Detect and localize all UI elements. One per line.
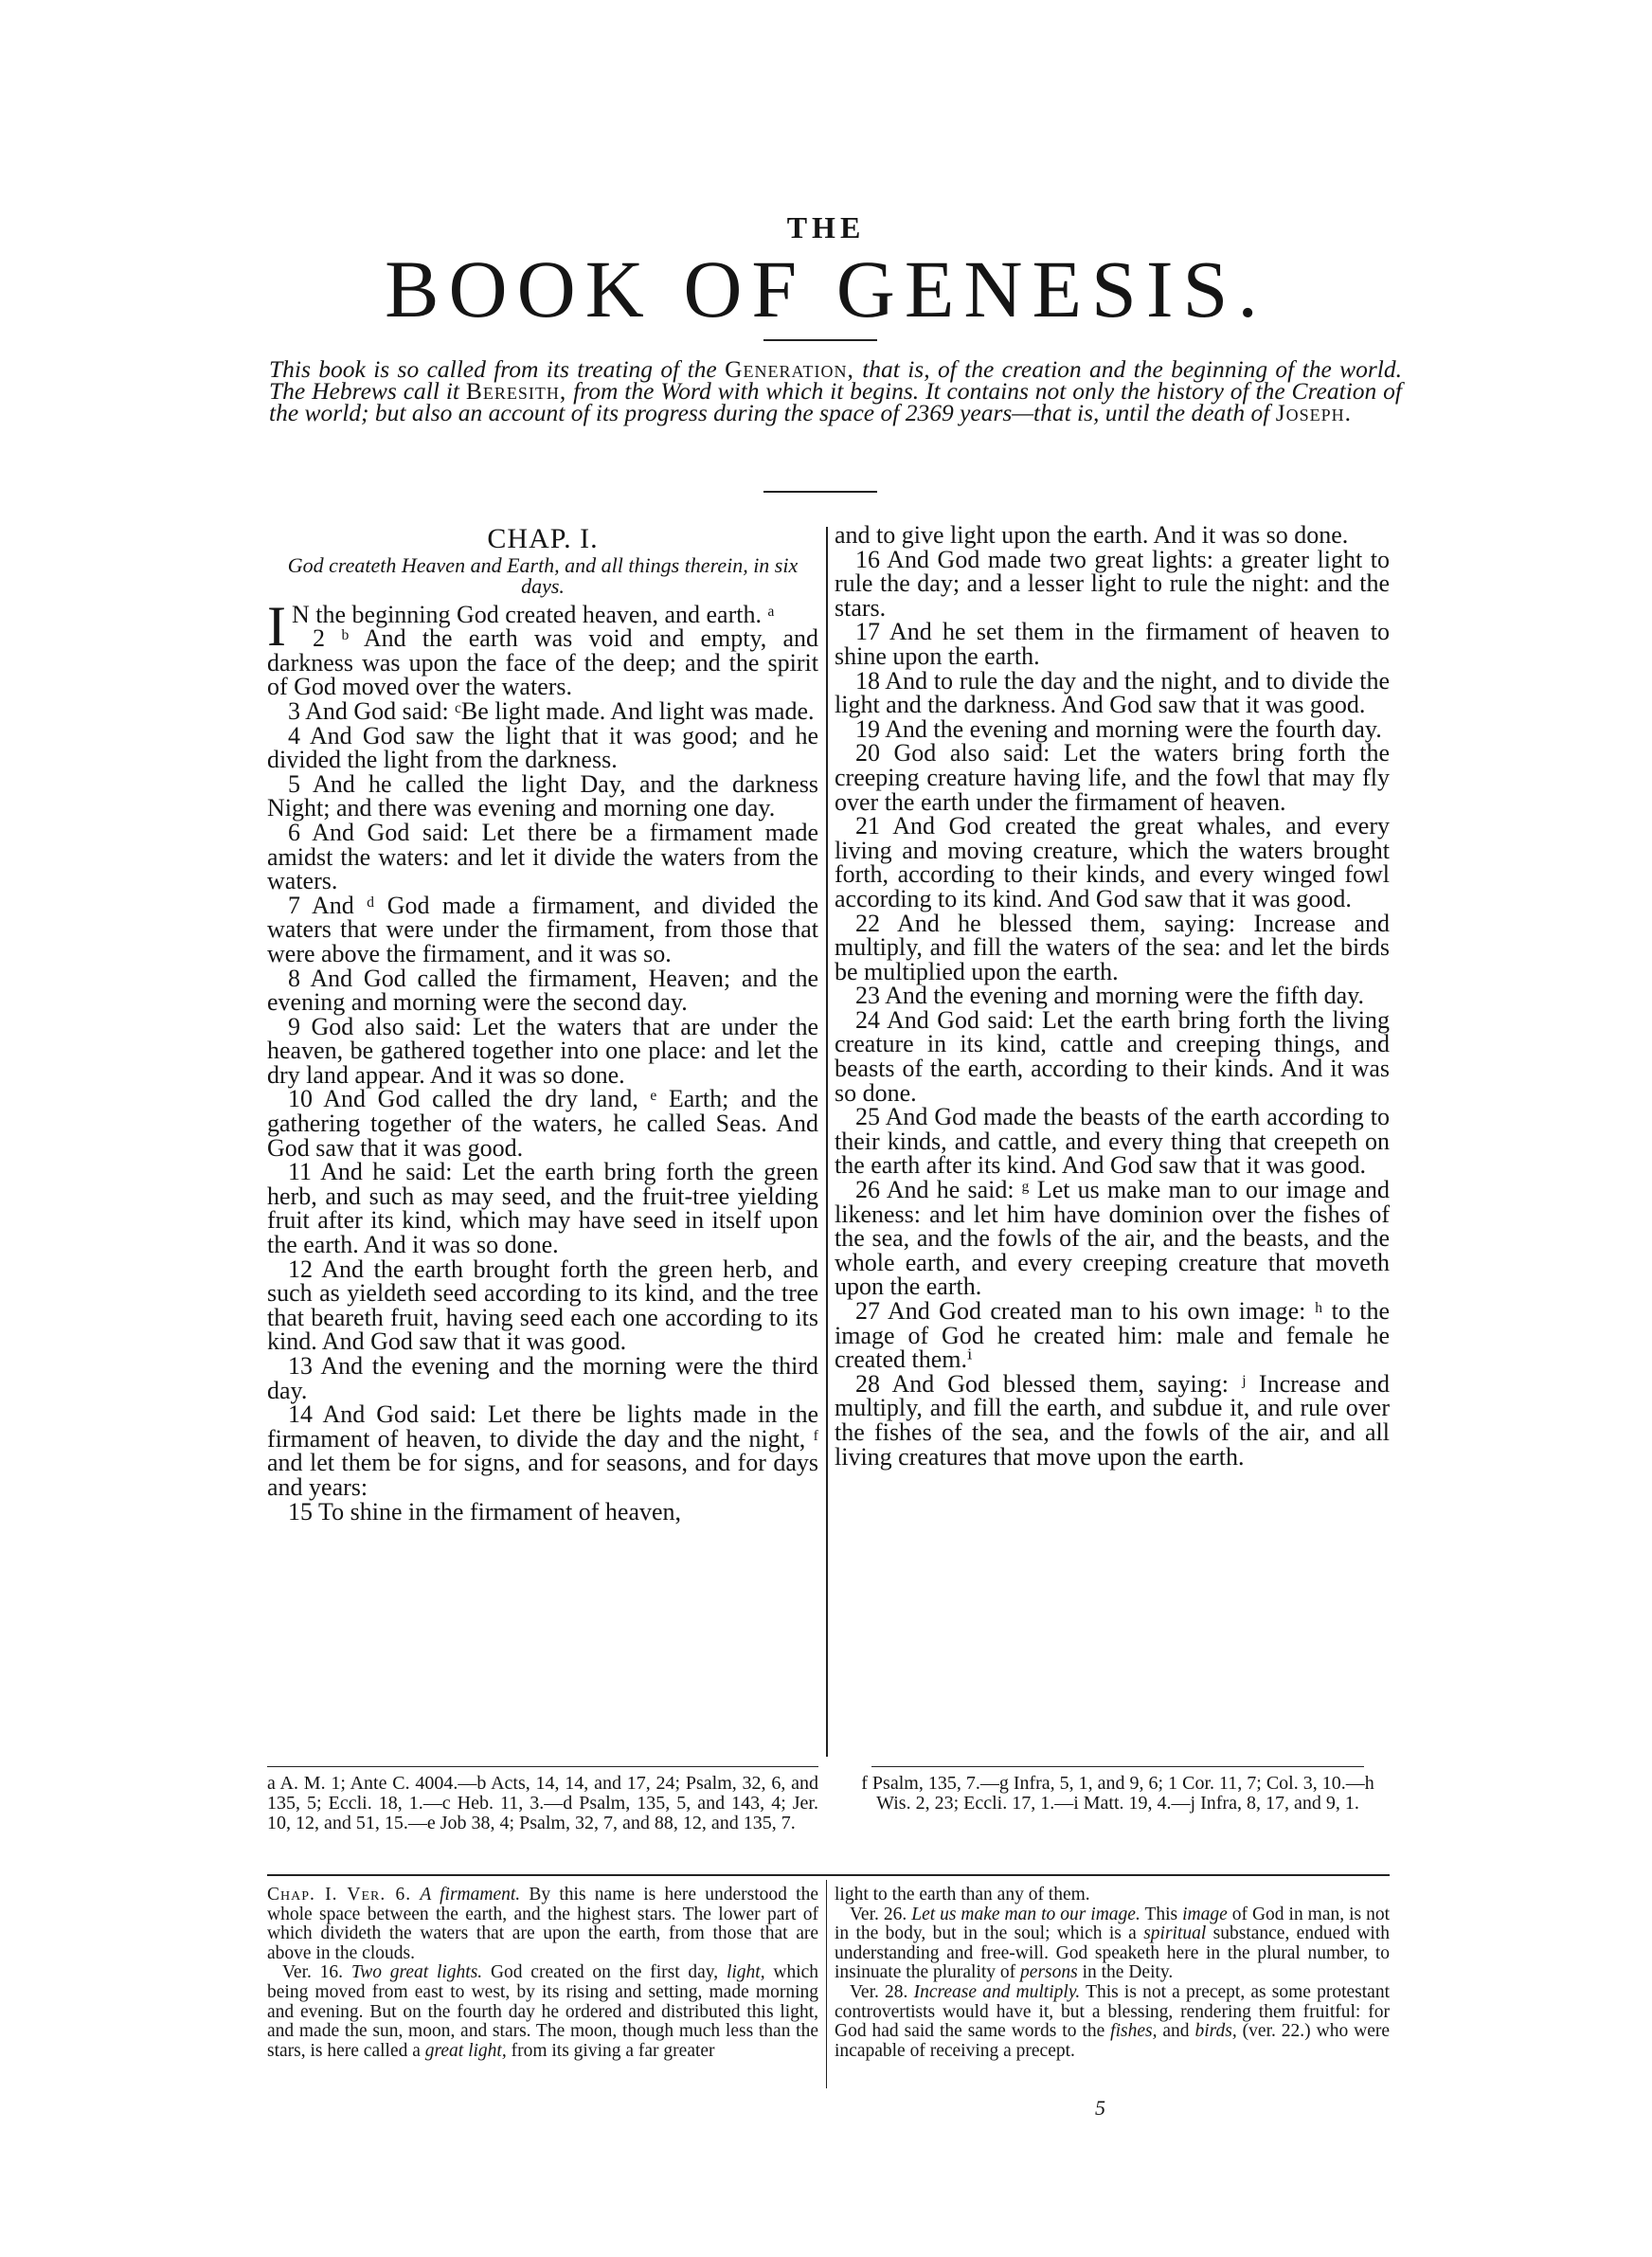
note-ver-16: Ver. 16. Two great lights. God created on the first day, light, which being moved from east to west, by its rising and setting, made morning and evening. But on the fourth day he ordered and distributed this light, and made the sun, moon, and stars. The moon, though much less than the stars, is here called a great light, from its giving a far greater (267, 1962, 819, 2061)
verse: 7 And ᵈ God made a firmament, and divided the waters that were under the firmament, from those that were above the firmament, and it was so. (267, 891, 818, 967)
verse: 18 And to rule the day and the night, and to divide the light and the darkness. And God saw that it was good. (835, 666, 1390, 719)
chapter-heading: CHAP. I. (487, 523, 599, 554)
pre-title: THE (786, 210, 866, 244)
verse: 9 God also said: Let the waters that are under the heaven, be gathered together into one place: and let the dry land appear. And it was so done. (267, 1012, 818, 1089)
title-rule (763, 339, 877, 341)
verse: 16 And God made two great lights: a greater light to rule the day; and a lesser light to rule the night: and the stars. (835, 545, 1390, 622)
verse: 24 And God said: Let the earth bring forth the living creature in its kind, cattle and creeping things, and beasts of the earth, according to their kinds. And it was so done. (835, 1005, 1390, 1107)
joseph-word: Joseph. (1275, 399, 1353, 426)
text-column-left (267, 523, 818, 1524)
verse: 5 And he called the light Day, and the darkness Night; and there was evening and morning one day. (267, 769, 818, 822)
verse: 17 And he set them in the firmament of heaven to shine upon the earth. (835, 618, 1390, 670)
verse: 23 And the evening and morning were the fifth day. (855, 982, 1364, 1010)
verse: 22 And he blessed them, saying: Increase and multiply, and fill the waters of the sea: and let the birds be multiplied upon the earth. (835, 909, 1390, 985)
book-title: BOOK OF GENESIS. (385, 244, 1267, 334)
book-introduction: This book is so called from its treating of the Generation, that is, of the creation and the beginning of the world. The Hebrews call it Beresith, from the Word with which it begins. It contains not only the history of the Creation of the world; but also an account of its progress during the space of 2369 years—that is, until the death of Joseph. (269, 355, 1403, 426)
footnote-rule-right (871, 1766, 1364, 1767)
verse: 11 And he said: Let the earth bring forth the green herb, and such as may seed, and the fruit-tree yielding fruit after its kind, which may have seed in itself upon the earth. And it was so done. (267, 1158, 818, 1259)
column-divider (826, 527, 828, 1757)
verse: and to give light upon the earth. And it was so done. (835, 521, 1349, 549)
commentary-left (267, 1886, 818, 2061)
commentary-right (835, 1886, 1390, 2061)
verse: 27 And God created man to his own image: ʰ to the image of God he created him: male and female he created them.ⁱ (835, 1297, 1390, 1374)
verse: 19 And the evening and morning were the fourth day. (855, 714, 1382, 743)
verse: 8 And God called the firmament, Heaven; and the evening and morning were the second day. (267, 964, 818, 1017)
verse: 10 And God called the dry land, ᵉ Earth; and the gathering together of the waters, he called Seas. And God saw that it was good. (267, 1085, 818, 1162)
intro-rule (763, 491, 877, 493)
verse: 28 And God blessed them, saying: ʲ Increase and multiply, and fill the earth, and subdue it, and rule over the fishes of the sea, and the fowls of the air, and all living creatures that move upon the earth. (835, 1369, 1390, 1471)
footnote-rule-left (267, 1766, 818, 1767)
text-column-right (835, 523, 1390, 1469)
verse: 15 To shine in the firmament of heaven, (288, 1497, 682, 1526)
note-ver-28: Ver. 28. Increase and multiply. This is not a precept, as some protestant controvertists would have it, but a blessing, rendering them fruitful: for God had said the same words to the fishes, and birds, (ver. 22.) who were incapable of receiving a precept. (835, 1981, 1391, 2061)
verse: 26 And he said: ᵍ Let us make man to our image and likeness: and let him have dominion over the fishes of the sea, and the fowls of the air, and the beasts, and the whole earth, and every creeping creature that moveth upon the earth. (835, 1176, 1390, 1301)
verse: 4 And God saw the light that it was good; and he divided the light from the darkness. (267, 721, 818, 774)
note-ver-6: Chap. I. Ver. 6. A firmament. By this name is here understood the whole space between the earth, and the highest stars. The lower part of which divideth the waters that are upon the earth, from those that are above in the clouds. (267, 1885, 818, 1963)
verse: 20 God also said: Let the waters bring forth the creeping creature having life, and the fowl that may fly over the earth under the firmament of heaven. (835, 739, 1390, 816)
verse: 3 And God said: ᶜBe light made. And light was made. (288, 696, 815, 725)
note-continued: light to the earth than any of them. (835, 1885, 1090, 1905)
page-number: 5 (1095, 2096, 1105, 2120)
verse-1: I N the beginning God created heaven, and earth. ᵃ (267, 594, 775, 658)
verse: 25 And God made the beasts of the earth according to their kinds, and cattle, and every thing that creepeth on the earth after its kind. And God saw that it was good. (835, 1103, 1390, 1180)
verse: 6 And God said: Let there be a firmament made amidst the waters: and let it divide the waters from the waters. (267, 818, 818, 895)
notes-rule (267, 1874, 1390, 1876)
drop-cap: I (267, 594, 286, 658)
cross-references-left: a A. M. 1; Ante C. 4004.—b Acts, 14, 14, and 17, 24; Psalm, 32, 6, and 135, 5; Eccli. 18, 1.—c Heb. 11, 3.—d Psalm, 135, 5, and 143, 4; Jer. 10, 12, and 51, 15.—e Job 38, 4; Psalm, 32, 7, and 88, 12, and 135, 7. (267, 1773, 818, 1833)
beresith-word: Beresith, (465, 377, 567, 405)
notes-divider (826, 1880, 827, 2088)
verse: 2 ᵇ And the earth was void and empty, and darkness was upon the face of the deep; and the spirit of God moved over the waters. (267, 624, 818, 701)
generation-word: Generation, (725, 355, 854, 383)
verse: 12 And the earth brought forth the green herb, and such as yieldeth seed according to its kind, and the tree that beareth fruit, having seed each one according to its kind. And God saw that it was good. (267, 1255, 818, 1356)
chapter-summary: God createth Heaven and Earth, and all things therein, in six days. (287, 552, 799, 598)
cross-references-right: f Psalm, 135, 7.—g Infra, 5, 1, and 9, 6; 1 Cor. 11, 7; Col. 3, 10.—h Wis. 2, 23; Eccli. 17, 1.—i Matt. 19, 4.—j Infra, 8, 17, and 9, 1. (861, 1773, 1374, 1814)
verse: 14 And God said: Let there be lights made in the firmament of heaven, to divide the day and the night, ᶠ and let them be for signs, and for seasons, and for days and years: (267, 1400, 818, 1501)
verse: 21 And God created the great whales, and every living and moving creature, which the waters brought forth, according to their kinds, and every winged fowl according to its kind. And God saw that it was good. (835, 812, 1390, 912)
verse: 13 And the evening and the morning were the third day. (267, 1352, 818, 1404)
note-ver-26: Ver. 26. Let us make man to our image. This image of God in man, is not in the body, but in the soul; which is a spiritual substance, endued with understanding and free-will. God speaketh here in the plural number, to insinuate the plurality of persons in the Deity. (835, 1904, 1391, 1983)
